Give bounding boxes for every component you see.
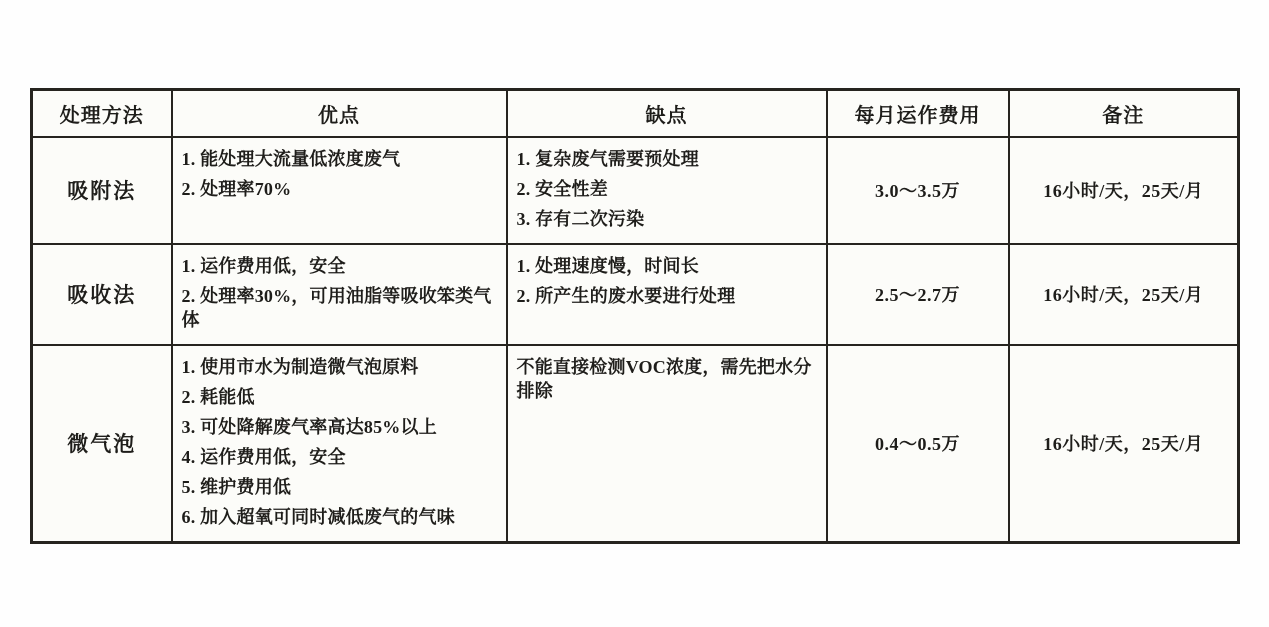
disadvantages-cell (507, 345, 827, 543)
method-cell: 吸收法 (32, 244, 172, 345)
advantages-cell (172, 244, 507, 345)
table-row-adsorption (32, 137, 1239, 244)
list-item: 5. 维护费用低 (181, 476, 292, 497)
cost-cell: 2.5～2.7万 (827, 244, 1009, 345)
cost-cell: 3.0～3.5万 (827, 137, 1009, 244)
list-item: 2. 处理率30%，可用油脂等吸收笨类气体 (181, 285, 492, 330)
list-item: 1. 运作费用低，安全 (181, 255, 346, 276)
list-item: 1. 处理速度慢，时间长 (516, 255, 699, 276)
remark-cell: 16小时/天，25天/月 (1009, 345, 1239, 543)
advantages-cell (172, 137, 507, 244)
table-row-absorption (32, 244, 1239, 345)
header-cell-method: 处理方法 (32, 90, 172, 137)
list-item: 6. 加入超氧可同时减低废气的气味 (181, 506, 455, 527)
header-cell-monthly-cost: 每月运作费用 (827, 90, 1009, 137)
header-cell-disadvantages: 缺点 (507, 90, 827, 137)
list-item: 3. 可处降解废气率高达85%以上 (181, 416, 437, 437)
list-item: 1. 能处理大流量低浓度废气 (181, 148, 401, 169)
list-item: 2. 处理率70% (181, 178, 292, 199)
list-item: 不能直接检测VOC浓度，需先把水分排除 (516, 356, 812, 401)
disadvantages-cell (507, 244, 827, 345)
header-cell-remarks: 备注 (1009, 90, 1239, 137)
table-header-row (32, 90, 1239, 137)
header-cell-advantages: 优点 (172, 90, 507, 137)
remark-cell: 16小时/天，25天/月 (1009, 244, 1239, 345)
method-cell: 吸附法 (32, 137, 172, 244)
treatment-comparison-table (30, 88, 1240, 544)
method-cell: 微气泡 (32, 345, 172, 543)
table-row-microbubble (32, 345, 1239, 543)
list-item: 2. 所产生的废水要进行处理 (516, 285, 736, 306)
advantages-cell (172, 345, 507, 543)
list-item: 3. 存有二次污染 (516, 208, 645, 229)
list-item: 1. 复杂废气需要预处理 (516, 148, 699, 169)
cost-cell: 0.4～0.5万 (827, 345, 1009, 543)
disadvantages-cell (507, 137, 827, 244)
list-item: 2. 安全性差 (516, 178, 608, 199)
list-item: 2. 耗能低 (181, 386, 255, 407)
remark-cell: 16小时/天，25天/月 (1009, 137, 1239, 244)
list-item: 1. 使用市水为制造微气泡原料 (181, 356, 419, 377)
list-item: 4. 运作费用低，安全 (181, 446, 346, 467)
